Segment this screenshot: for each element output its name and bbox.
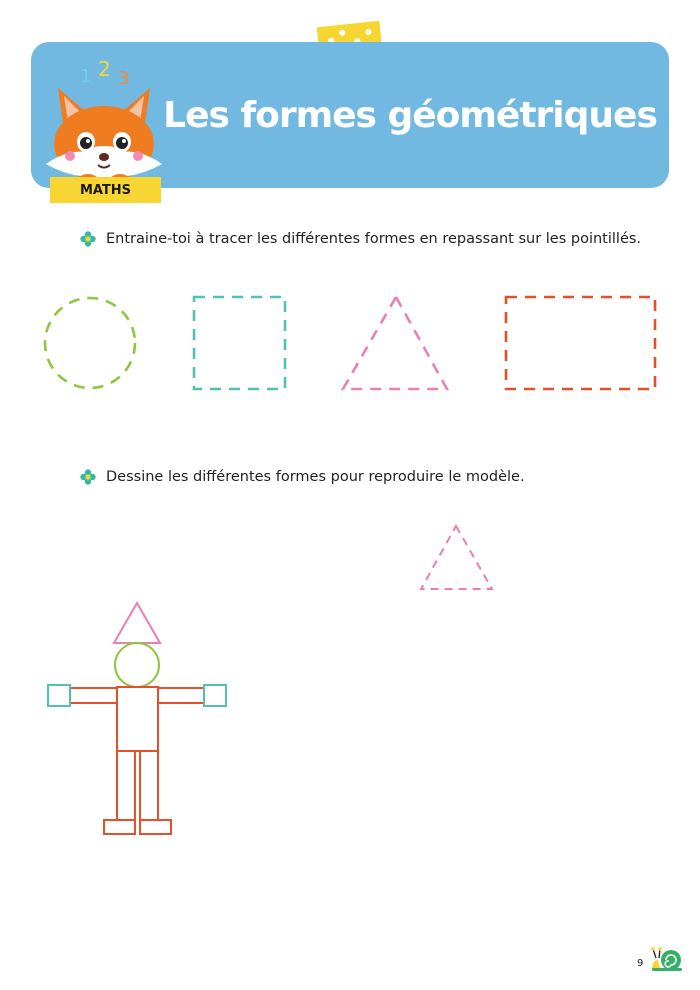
page-title: Les formes géométriques bbox=[163, 94, 657, 136]
instruction-2-text: Dessine les différentes formes pour reproduire le modèle. bbox=[106, 469, 525, 485]
dashed-small-triangle[interactable] bbox=[421, 526, 492, 589]
dashed-square[interactable] bbox=[194, 297, 285, 389]
model-hat-triangle bbox=[114, 603, 160, 643]
mascot-number-2: 2 bbox=[98, 57, 111, 81]
model-left-arm bbox=[70, 688, 117, 703]
model-figure bbox=[48, 603, 226, 834]
mascot-number-3: 3 bbox=[118, 68, 130, 89]
model-right-foot bbox=[140, 820, 171, 834]
subject-badge: MATHS bbox=[50, 177, 161, 203]
model-left-foot bbox=[104, 820, 135, 834]
model-right-hand-square bbox=[204, 685, 226, 706]
model-right-arm bbox=[158, 688, 204, 703]
model-left-hand-square bbox=[48, 685, 70, 706]
mascot-number-1: 1 bbox=[80, 66, 92, 87]
dashed-rectangle[interactable] bbox=[506, 297, 655, 389]
page-number: 9 bbox=[637, 958, 644, 969]
model-head-circle bbox=[115, 643, 159, 687]
model-left-leg bbox=[117, 751, 135, 820]
model-right-leg bbox=[140, 751, 158, 820]
dashed-triangle[interactable] bbox=[343, 297, 447, 389]
dashed-circle[interactable] bbox=[45, 298, 135, 388]
model-body-rectangle bbox=[117, 687, 158, 751]
snail-logo-icon bbox=[650, 946, 684, 972]
instruction-1-text: Entraine-toi à tracer les différentes formes en repassant sur les pointillés. bbox=[106, 231, 642, 247]
